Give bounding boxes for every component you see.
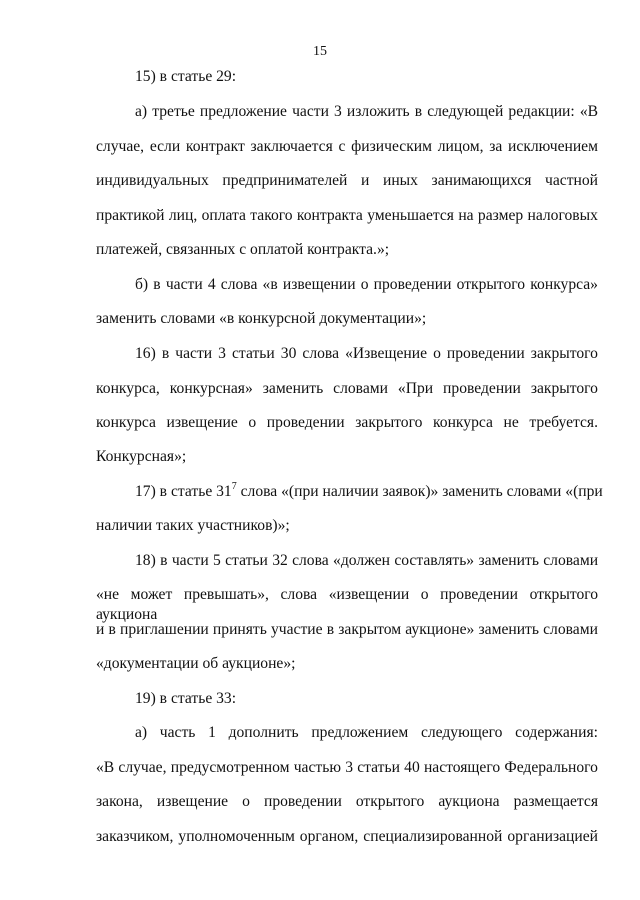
- text-line: платежей, связанных с оплатой контракта.»;: [96, 241, 390, 258]
- text-line: случае, если контракт заключается с физическим лицом, за исключением: [96, 138, 598, 155]
- superscript: 7: [231, 481, 237, 492]
- text-line: заказчиком, уполномоченным органом, специализированной организацией: [96, 828, 598, 845]
- text-line: б) в части 4 слова «в извещении о проведении открытого конкурса»: [135, 276, 598, 293]
- text-line: Конкурсная»;: [96, 448, 187, 465]
- text-line: заменить словами «в конкурсной документации»;: [96, 310, 427, 327]
- text-line: конкурса извещение о проведении закрытого конкурса не требуется.: [96, 414, 598, 431]
- text-line: а) часть 1 дополнить предложением следующего содержания:: [135, 724, 598, 741]
- text-fragment: слова «(при наличии заявок)» заменить словами «(при: [236, 483, 603, 500]
- text-line: практикой лиц, оплата такого контракта уменьшается на размер налоговых: [96, 207, 598, 224]
- text-line: «В случае, предусмотренном частью 3 статьи 40 настоящего Федерального: [96, 759, 598, 776]
- text-line: 18) в части 5 статьи 32 слова «должен составлять» заменить словами: [135, 552, 599, 569]
- text-line: 15) в статье 29:: [135, 68, 237, 85]
- text-line: закона, извещение о проведении открытого аукциона размещается: [96, 793, 599, 810]
- text-line: [135, 481, 603, 504]
- text-line: «не может превышать», слова «извещении о проведении открытого аукциона: [96, 586, 599, 623]
- text-fragment: 17) в статье 31: [135, 483, 232, 500]
- text-line: и в приглашении принять участие в закрытом аукционе» заменить словами: [96, 621, 598, 638]
- text-line: наличии таких участников)»;: [96, 517, 290, 534]
- text-line: а) третье предложение части 3 изложить в следующей редакции: «В: [135, 103, 599, 120]
- text-line: конкурса, конкурсная» заменить словами «При проведении закрытого: [96, 380, 598, 397]
- text-line: 19) в статье 33:: [135, 690, 237, 707]
- text-line: 16) в части 3 статьи 30 слова «Извещение о проведении закрытого: [135, 345, 598, 362]
- text-line: «документации об аукционе»;: [96, 655, 296, 672]
- text-line: индивидуальных предпринимателей и иных занимающихся частной: [96, 172, 599, 189]
- page-number: 15: [313, 44, 327, 59]
